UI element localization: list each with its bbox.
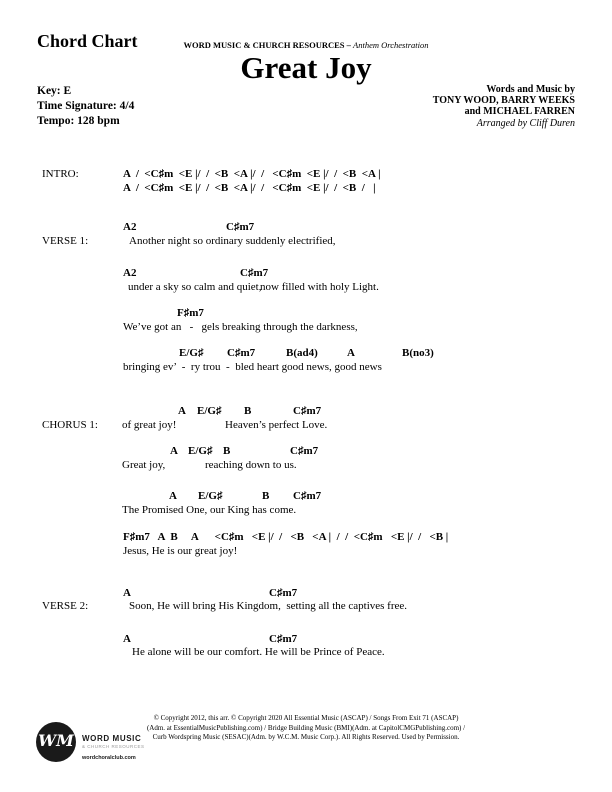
chord-text: A [347,347,355,359]
section-label: INTRO: [42,168,79,180]
tempo-label: Tempo: 128 bpm [37,115,120,127]
chord-text: C♯m7 [290,445,319,457]
doc-type-label: Chord Chart [37,31,138,51]
lyric-text: of great joy! [122,419,177,431]
chord-text: A [123,633,131,645]
chord-text: E/G♯ [198,490,223,502]
chord-text: A2 [123,221,137,233]
arranger-credit: Arranged by Cliff Duren [476,117,575,129]
song-title: Great Joy [240,50,372,85]
lyric-text: under a sky so calm and quiet, [128,281,262,293]
chord-text: B [244,405,252,417]
chord-text: C♯m7 [293,405,322,417]
lyric-text: The Promised One, our King has come. [122,504,297,516]
lyric-text: now filled with holy Light. [260,281,379,293]
logo-monogram: WM [38,731,74,750]
chord-text: C♯m7 [269,633,298,645]
publisher-name: WORD MUSIC & CHURCH RESOURCES – [183,40,354,50]
chord-text: B [223,445,231,457]
writers-line-1: TONY WOOD, BARRY WEEKS [432,95,575,107]
chord-text: E/G♯ [188,445,213,457]
lyric-text: Another night so ordinary suddenly electrified, [129,235,336,247]
chord-text: B [262,490,270,502]
chord-text: A / <C♯m <E |/ / <B <A |/ / <C♯m <E |/ / <B / | [123,182,376,194]
chord-text: A [178,405,186,417]
chord-text: A [169,490,177,502]
chord-text: E/G♯ [197,405,222,417]
copyright-line: Curb Wordspring Music (SESAC)(Adm. by W.C.M. Music Corp.). All Rights Reserved. Used by Permission. [152,733,460,742]
writers-line-2: and MICHAEL FARREN [464,106,575,118]
section-label: CHORUS 1: [42,419,98,431]
logo-publisher-name: WORD MUSIC [82,734,142,743]
chord-text: F♯m7 [177,307,204,319]
chord-text: A / <C♯m <E |/ / <B <A |/ / <C♯m <E |/ / <B <A | [123,168,381,180]
lyric-text: Jesus, He is our great joy! [123,545,238,557]
chord-text: B(no3) [402,347,434,359]
series-name: Anthem Orchestration [353,40,429,50]
chord-text: C♯m7 [227,347,256,359]
lyric-text: reaching down to us. [205,459,297,471]
time-signature-label: Time Signature: 4/4 [37,100,135,112]
chord-text: A2 [123,267,137,279]
logo-website-url: wordchoralclub.com [82,755,136,761]
lyric-text: He alone will be our comfort. He will be Prince of Peace. [132,646,385,658]
credits-intro: Words and Music by [486,84,575,95]
chord-text: F♯m7 A B A <C♯m <E |/ / <B <A | / / <C♯m <E |/ / <B | [123,531,449,543]
publisher-logo [36,722,176,772]
logo-publisher-subtitle: & CHURCH RESOURCES [82,744,145,749]
chord-text: E/G♯ [179,347,204,359]
section-label: VERSE 1: [42,235,89,247]
key-label: Key: E [37,85,72,97]
copyright-line: (Adm. at EssentialMusicPublishing.com) / Bridge Building Music (BMI)(Adm. at CapitolCMGPublishing.com) / [146,723,466,732]
chord-text: A [123,587,131,599]
chord-text: C♯m7 [293,490,322,502]
chord-text: A [170,445,178,457]
section-label: VERSE 2: [42,600,89,612]
lyric-text: Heaven’s perfect Love. [225,419,328,431]
lyric-text: Soon, He will bring His Kingdom, setting all the captives free. [129,600,408,612]
copyright-line: © Copyright 2012, this arr. © Copyright 2020 All Essential Music (ASCAP) / Songs From Exit 71 (ASCAP) [153,714,459,722]
chord-text: C♯m7 [226,221,255,233]
chord-text: C♯m7 [240,267,269,279]
chord-text: C♯m7 [269,587,298,599]
lyric-text: Great joy, [122,459,166,471]
chord-text: B(ad4) [286,347,318,359]
lyric-text: We’ve got an - gels breaking through the darkness, [123,321,358,333]
lyric-text: bringing ev’ - ry trou - bled heart good news, good news [123,361,382,373]
